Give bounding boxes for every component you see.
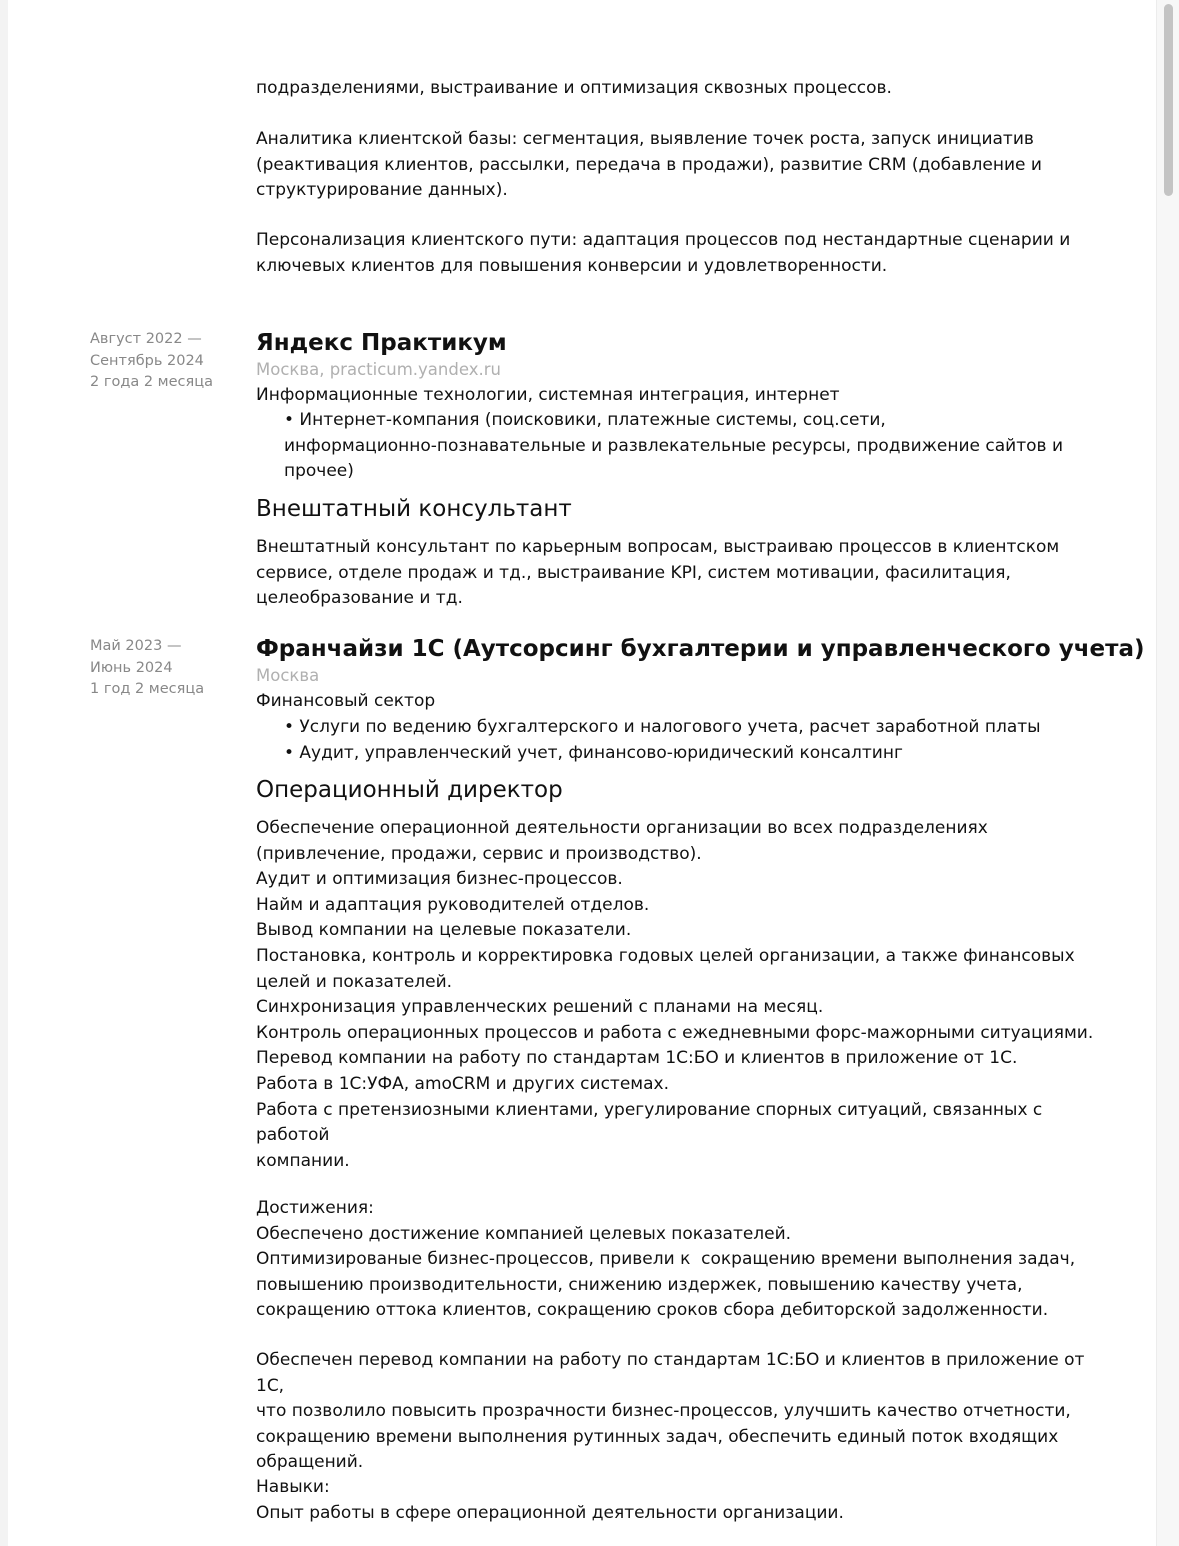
scrollbar-thumb[interactable] [1164,4,1173,196]
company-location: Москва [256,666,320,685]
job-duration: 1 год 2 месяца [90,681,205,697]
job-duration: 2 года 2 месяца [90,374,213,390]
job-date-start: Август 2022 — [90,331,202,347]
position-title: Внештатный консультант [256,496,572,522]
industry-bullet-list [284,715,1064,766]
industry-bullet: • Аудит, управленческий учет, финансово-юридический консалтинг [284,742,903,763]
vertical-scrollbar[interactable] [1156,0,1179,1546]
industry-bullet-list [284,408,1064,485]
job-date-end: Июнь 2024 [90,659,173,676]
intro-paragraph-1: подразделениями, выстраивание и оптимизация сквозных процессов. [256,78,892,98]
company-name: Яндекс Практикум [256,330,507,356]
intro-paragraph-2: Аналитика клиентской базы: сегментация, выявление точек роста, запуск инициатив (реактивация клиентов, рассылки, передача в продажи), развитие CRM (добавление и структурирование данных). [256,129,1042,201]
position-title: Операционный директор [256,777,563,803]
intro-paragraph-3: Персонализация клиентского пути: адаптация процессов под нестандартные сценарии и ключевых клиентов для повышения конверсии и удовлетворенности. [256,230,1071,276]
page-left-edge [0,0,8,1546]
job-dates [90,329,250,394]
company-location: Москва, practicum.yandex.ru [256,360,501,379]
position-description: Внештатный консультант по карьерным вопросам, выстраиваю процессов в клиентском сервисе, отделе продаж и тд., выстраивание KPI, систем мотивации, фасилитация, целеобразование и тд. [256,537,1060,609]
company-name: Франчайзи 1С (Аутсорсинг бухгалтерии и управленческого учета) [256,636,1145,662]
achievements-section-2: Обеспечен перевод компании на работу по стандартам 1С:БО и клиентов в приложение от 1С, что позволило повысить прозрачности бизнес-процессов, улучшить качество отчетности, сокращению времени выполнения рутинных задач, обеспечить единый поток входящих обращений. [256,1350,1085,1473]
company-industry: Финансовый сектор [256,691,436,711]
company-industry: Информационные технологии, системная интеграция, интернет [256,385,840,405]
job-dates [90,636,250,701]
industry-bullet: • Услуги по ведению бухгалтерского и налогового учета, расчет заработной платы [284,717,1041,737]
skills-section: Навыки: Опыт работы в сфере операционной деятельности организации. [256,1477,844,1523]
job-date-end: Сентябрь 2024 [90,352,204,369]
job-date-start: Май 2023 — [90,638,182,654]
position-description: Обеспечение операционной деятельности организации во всех подразделениях (привлечение, продажи, сервис и производство). Аудит и оптимизация бизнес-процессов. Найм и адаптация руководителей отделов. Вывод компании на целевые показатели. Постановка, контроль и корректировка годовых целей организации, а также финансовых целей и показателей. Синхронизация управленческих решений с планами на месяц. Контроль операционных процессов и работа с ежедневными форс-мажорными ситуациями. Перевод компании на работу по стандартам 1С:БО и клиентов в приложение от 1С. Работа в 1С:УФА, amoCRM и других системах. Работа с претензиозными клиентами, урегулирование спорных ситуаций, связанных с работой компании. [256,818,1094,1171]
industry-bullet: • Интернет-компания (поисковики, платежные системы, соц.сети, информационно-познавательные и развлекательные ресурсы, продвижение сайтов и прочее) [284,410,1064,482]
achievements-section: Достижения: Обеспечено достижение компанией целевых показателей. Оптимизированые бизнес-процессов, привели к сокращению времени выполнения задач, повышению производительности, снижению издержек, повышению качеству учета, сокращению оттока клиентов, сокращению сроков сбора дебиторской задолженности. [256,1198,1076,1321]
